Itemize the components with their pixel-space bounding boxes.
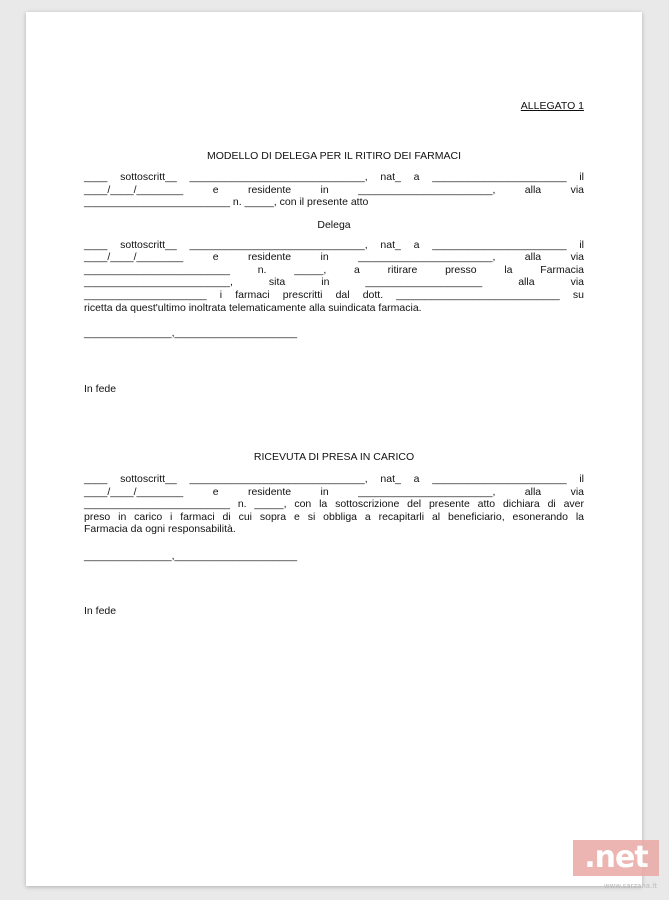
ricevuta-line-1: ____ sottoscritt__ ______________________________, nat_ a _______________________ il [84, 472, 584, 485]
delega-line-2: ____/____/________ e residente in _______________________, alla via [84, 251, 584, 264]
delega-line-6: ricetta da quest'ultimo inoltrata telematicamente alla suindicata farmacia. [84, 301, 422, 314]
ricevuta-line-4: preso in carico i farmaci di cui sopra e si obbliga a recapitarli al beneficiario, esonerando la [84, 510, 584, 523]
document-title: MODELLO DI DELEGA PER IL RITIRO DEI FARMACI [207, 149, 461, 162]
ricevuta-line-5: Farmacia da ogni responsabilità. [84, 523, 236, 536]
delega-heading: Delega [317, 218, 351, 231]
ricevuta-heading: RICEVUTA DI PRESA IN CARICO [253, 451, 415, 464]
delega-line-1: ____ sottoscritt__ ______________________________, nat_ a _______________________ il [84, 238, 584, 251]
document-body [84, 100, 584, 618]
delega-line-5: _____________________ i farmaci prescritti dal dott. ____________________________ su [84, 288, 584, 301]
in-fede-2: In fede [84, 605, 117, 618]
delega-line-4: _________________________, sita in ____________________ alla via [84, 276, 584, 289]
section1-line-1: ____ sottoscritt__ ______________________________, nat_ a _______________________ il [84, 171, 584, 184]
watermark-url: www.sarzana.it [603, 882, 657, 890]
ricevuta-line-2: ____/____/________ e residente in _______________________, alla via [84, 485, 584, 498]
section1-line-2: ____/____/________ e residente in _______________________, alla via [84, 183, 584, 196]
allegato-label: ALLEGATO 1 [520, 100, 584, 112]
in-fede-1: In fede [84, 382, 117, 395]
delega-line-3: _________________________ n. _____, a ritirare presso la Farmacia [84, 263, 584, 276]
ricevuta-line-3: _________________________ n. _____, con la sottoscrizione del presente atto dichiara di aver [84, 498, 584, 511]
section1-line-3: _________________________ n. _____, con il presente atto [84, 196, 369, 209]
watermark-logo: .net [573, 840, 659, 876]
signature-line-1: _______________,_____________________ [84, 327, 298, 340]
document-page [26, 12, 642, 886]
signature-line-2: _______________,_____________________ [84, 549, 298, 562]
